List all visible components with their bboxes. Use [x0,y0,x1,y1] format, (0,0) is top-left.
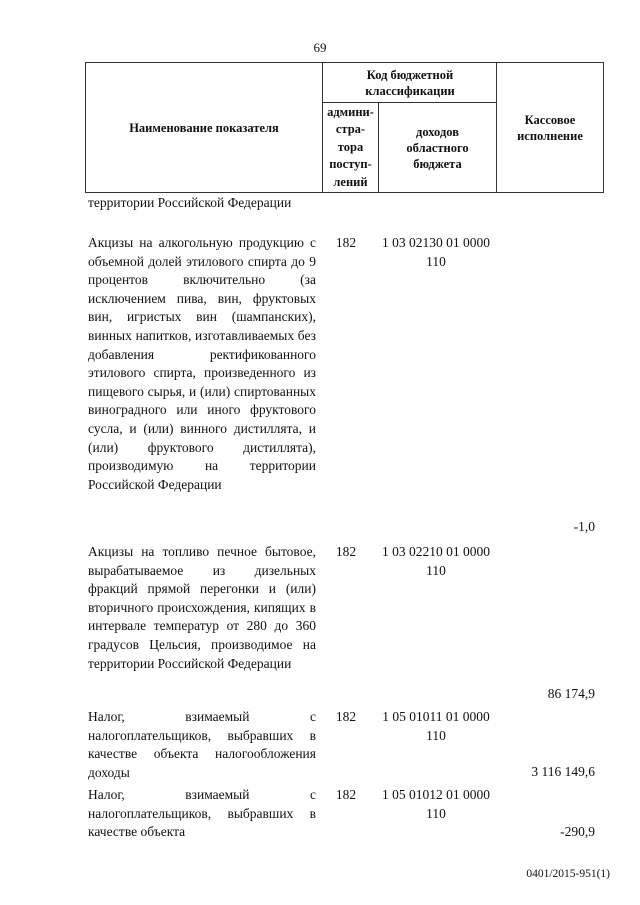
row-name: Акцизы на алкогольную продукцию с объемной долей этилового спирта до 9 процентов включительно (за исключением пива, вин, фруктовых вин, игристых вин (шампанских), винных напитков, изготавливаемых без добавления ректификованного этилового спирта, произведенного из пищевого сырья, и (или) спиртованных виноградного или иного фруктового сусла, и (или) винного дистиллята, и (или) фруктового дистиллята), производимую на территории Российской Федерации [88,235,316,492]
row-admin-code: 182 [335,709,357,724]
header-bk-code: Код бюджетной классификации [365,67,455,98]
row-income-code: 1 05 01012 01 0000 110 [382,787,490,821]
row-amount: -1,0 [573,519,595,534]
row-name: территории Российской Федерации [88,195,292,210]
row-admin-code: 182 [335,544,357,559]
row-amount: 86 174,9 [547,686,595,701]
row-amount: 3 116 149,6 [531,764,595,779]
header-name-column: Наименование показателя [129,120,279,135]
row-name: Акцизы на топливо печное бытовое, вырабатываемое из дизельных фракций прямой перегонки и (или) вторичного происхождения, кипящих в интервале температур от 280 до 360 градусов Цельсия, производимое на территории Российской Федерации [88,544,316,671]
row-admin-code: 182 [335,787,357,802]
row-name: Налог, взимаемый с налогоплательщиков, выбравших в качестве объекта [88,787,316,840]
header-right-border [603,62,604,193]
row-income-code: 1 05 01011 01 0000 110 [382,709,490,743]
header-bottom-border [85,192,604,193]
header-cash-column: Кассовое исполнение [517,112,583,143]
page-number: 69 [313,40,327,55]
row-income-code: 1 03 02210 01 0000 110 [382,544,490,578]
header-income-column: доходов областного бюджета [406,124,469,171]
row-income-code: 1 03 02130 01 0000 110 [382,235,490,269]
row-amount: -290,9 [560,824,595,839]
header-admin-column: админи- стра- тора поступ- лений [327,104,374,189]
document-code: 0401/2015-951(1) [526,868,610,880]
row-admin-code: 182 [335,235,357,250]
row-name: Налог, взимаемый с налогоплательщиков, выбравших в качестве объекта налогообложения доходы [88,709,316,780]
